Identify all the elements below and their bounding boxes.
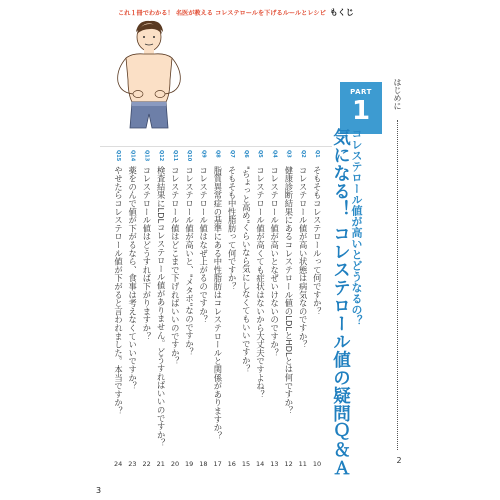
question-text[interactable]: コレステロール値はどこまで下げればいいのですか？ xyxy=(170,166,181,366)
page-number: 3 xyxy=(96,486,102,495)
question-number: Q9 xyxy=(200,150,207,158)
question-text[interactable]: 薬をのんで値が下がるなら、食事は考えなくていいですか？ xyxy=(127,166,138,391)
question-number: Q6 xyxy=(243,150,249,158)
question-text[interactable]: "ちょっと高め"くらいなら気にしなくてもいいですか？ xyxy=(241,166,252,373)
question-number: Q10 xyxy=(186,150,193,162)
intro-leader-dots xyxy=(397,120,398,450)
question-number: Q12 xyxy=(157,150,164,162)
question-page-number: 11 xyxy=(298,460,307,468)
question-text[interactable]: コレステロール値が高いとなぜいけないのですか？ xyxy=(269,166,280,357)
question-text[interactable]: そもそも中性脂肪って何ですか？ xyxy=(227,166,238,291)
question-number: Q1 xyxy=(314,150,320,158)
question-text[interactable]: 健康診断結果にあるコレステロール値のLDLとHDLとは何ですか？ xyxy=(283,166,294,415)
chapter-title: 気になる！ コレステロール値の疑問Ｑ＆Ａ xyxy=(330,128,351,477)
question-page-number: 13 xyxy=(270,460,279,468)
intro-page-number: 2 xyxy=(396,456,402,465)
question-page-number: 14 xyxy=(256,460,265,468)
toc-label: もくじ xyxy=(329,8,354,17)
question-page-number: 17 xyxy=(213,460,222,468)
question-number: Q14 xyxy=(129,150,136,162)
question-page-number: 23 xyxy=(128,460,137,468)
question-number: Q2 xyxy=(299,150,306,158)
part-number: 1 xyxy=(351,96,371,126)
question-page-number: 21 xyxy=(156,460,165,468)
book-title: これ１冊でわかる！ 名医が教える コレステロールを下げるルールとレシピ xyxy=(118,10,326,17)
question-number: Q4 xyxy=(271,150,278,158)
question-page-number: 24 xyxy=(114,460,123,468)
intro-label: はじめに xyxy=(393,78,402,110)
question-text[interactable]: コレステロール値はどうすれば下がりますか？ xyxy=(141,166,152,341)
divider-line xyxy=(100,146,332,147)
question-page-number: 12 xyxy=(284,460,293,468)
question-page-number: 15 xyxy=(241,460,251,468)
question-text[interactable]: 検査結果にLDLコレステロール値がありません。どうすればいいのですか？ xyxy=(156,166,167,448)
part-badge xyxy=(340,82,382,134)
chapter-subtitle: コレステロール値が高いとどうなるの？ xyxy=(350,128,363,326)
question-number: Q8 xyxy=(214,150,221,158)
question-page-number: 19 xyxy=(185,460,194,468)
question-text[interactable]: やせたらコレステロール値が下がると言われました。本当ですか？ xyxy=(113,166,124,415)
question-page-number: 18 xyxy=(199,460,208,468)
question-page-number: 22 xyxy=(142,460,151,468)
question-number: Q15 xyxy=(115,150,122,162)
question-text[interactable]: そもそもコレステロールって何ですか？ xyxy=(312,166,323,316)
question-number: Q11 xyxy=(172,150,178,162)
question-page-number: 10 xyxy=(312,460,322,468)
question-page-number: 20 xyxy=(170,460,180,468)
question-number: Q5 xyxy=(257,150,264,158)
question-text[interactable]: コレステロール値はなぜ上がるのですか？ xyxy=(198,166,209,324)
part-label: PART xyxy=(350,88,372,96)
question-number: Q13 xyxy=(143,150,150,162)
question-text[interactable]: コレステロール値が高くても症状はないから大丈夫ですよね？ xyxy=(255,166,266,399)
man-illustration xyxy=(108,18,188,136)
question-number: Q3 xyxy=(285,150,292,158)
question-text[interactable]: コレステロール値が高いと、"メタボ"なのですか？ xyxy=(184,166,195,357)
question-page-number: 16 xyxy=(227,460,236,468)
question-text[interactable]: 脂質異常症の基準にある中性脂肪はコレステロールと関係がありますか？ xyxy=(212,166,223,440)
question-text[interactable]: コレステロール値が高い状態は病気なのですか？ xyxy=(298,166,309,349)
running-header xyxy=(118,7,354,18)
question-number: Q7 xyxy=(228,150,235,158)
